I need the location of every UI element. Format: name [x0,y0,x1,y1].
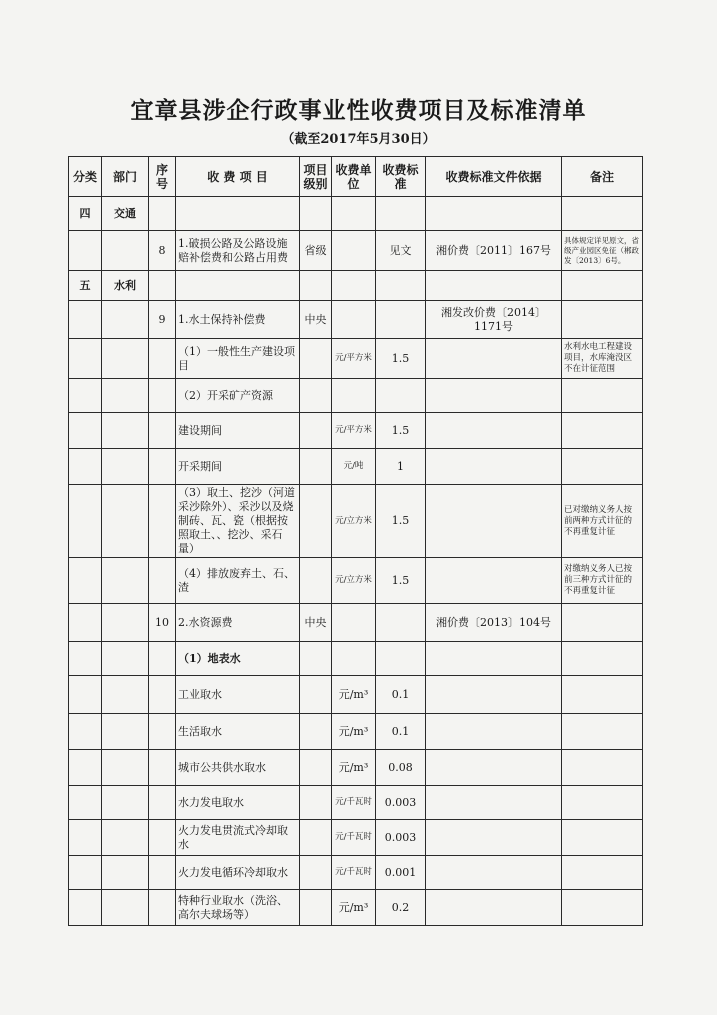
cell-remark: 具体规定详见原文，省级产业园区免征（郴政发〔2013〕6号。 [562,231,643,271]
table-row [69,558,643,604]
cell-standard: 0.003 [376,786,426,820]
cell-level [300,750,332,786]
cell-remark [562,642,643,676]
cell-department [102,714,149,750]
table-row [69,301,643,339]
cell-item: 火力发电循环冷却取水 [176,856,300,890]
cell-item: 特种行业取水（洗浴、高尔夫球场等） [176,890,300,926]
cell-department [102,449,149,485]
header-row [69,157,643,197]
cell-department [102,820,149,856]
cell-category [69,676,102,714]
cell-basis [426,856,562,890]
table-row [69,676,643,714]
cell-unit: 元/千瓦时 [332,856,376,890]
header-department: 部门 [102,157,149,197]
table-row [69,379,643,413]
cell-remark [562,271,643,301]
cell-category [69,890,102,926]
cell-seq [149,642,176,676]
cell-category [69,820,102,856]
cell-item: 建设期间 [176,413,300,449]
cell-basis [426,197,562,231]
cell-category [69,642,102,676]
cell-remark: 对缴纳义务人已按前三种方式计征的不再重复计征 [562,558,643,604]
cell-item: 城市公共供水取水 [176,750,300,786]
cell-remark [562,197,643,231]
cell-level [300,676,332,714]
cell-item: （1）一般性生产建设项目 [176,339,300,379]
cell-item: （3）取土、挖沙（河道采沙除外）、采沙以及烧制砖、瓦、瓷（根据按照取土、、挖沙、采石量） [176,485,300,558]
cell-standard: 见文 [376,231,426,271]
cell-standard: 0.001 [376,856,426,890]
cell-remark [562,820,643,856]
cell-category [69,449,102,485]
cell-basis: 湘价费〔2013〕104号 [426,604,562,642]
cell-seq [149,714,176,750]
table-row [69,856,643,890]
cell-unit: 元/m³ [332,890,376,926]
cell-standard: 1.5 [376,413,426,449]
header-remark: 备注 [562,157,643,197]
cell-unit [332,271,376,301]
cell-category: 四 [69,197,102,231]
cell-seq [149,750,176,786]
cell-seq [149,856,176,890]
cell-category [69,339,102,379]
table-row [69,714,643,750]
cell-basis [426,485,562,558]
cell-remark: 已对缴纳义务人按前两种方式计征的不再重复计征 [562,485,643,558]
cell-department [102,379,149,413]
table-row [69,339,643,379]
cell-item: （1）地表水 [176,642,300,676]
cell-standard: 1.5 [376,485,426,558]
cell-department [102,890,149,926]
cell-standard: 0.08 [376,750,426,786]
header-item: 收 费 项 目 [176,157,300,197]
cell-level [300,485,332,558]
cell-department [102,750,149,786]
cell-remark: 水利水电工程建设项目，水库淹没区不在计征范围 [562,339,643,379]
cell-basis [426,890,562,926]
cell-basis [426,379,562,413]
document-title: 宜章县涉企行政事业性收费项目及标准清单 [130,97,587,124]
cell-item: 1.水土保持补偿费 [176,301,300,339]
cell-remark [562,750,643,786]
table-row [69,485,643,558]
cell-item: 开采期间 [176,449,300,485]
cell-unit: 元/平方米 [332,339,376,379]
cell-level [300,714,332,750]
cell-item [176,271,300,301]
cell-item: 水力发电取水 [176,786,300,820]
cell-unit [332,604,376,642]
cell-remark [562,676,643,714]
cell-basis [426,271,562,301]
cell-department [102,413,149,449]
document-subtitle: （截至2017年5月30日） [281,132,436,147]
cell-standard [376,301,426,339]
cell-item: 工业取水 [176,676,300,714]
cell-level [300,197,332,231]
cell-category [69,485,102,558]
table-row [69,786,643,820]
cell-category [69,786,102,820]
cell-category [69,301,102,339]
cell-seq [149,271,176,301]
cell-standard: 0.1 [376,676,426,714]
cell-remark [562,413,643,449]
cell-category [69,604,102,642]
cell-unit: 元/千瓦时 [332,820,376,856]
cell-basis [426,820,562,856]
cell-department [102,604,149,642]
cell-seq [149,558,176,604]
cell-unit [332,197,376,231]
cell-level [300,413,332,449]
fee-table [68,156,643,926]
cell-category [69,379,102,413]
cell-item: 2.水资源费 [176,604,300,642]
cell-item: 生活取水 [176,714,300,750]
cell-seq [149,485,176,558]
cell-unit: 元/千瓦时 [332,786,376,820]
cell-seq [149,413,176,449]
cell-seq [149,379,176,413]
cell-department: 水利 [102,271,149,301]
cell-basis: 湘发改价费〔2014〕1171号 [426,301,562,339]
cell-department [102,231,149,271]
table-row [69,449,643,485]
table-row [69,820,643,856]
table-row [69,750,643,786]
cell-unit [332,379,376,413]
cell-department [102,676,149,714]
cell-basis: 湘价费〔2011〕167号 [426,231,562,271]
cell-standard: 0.003 [376,820,426,856]
cell-department [102,642,149,676]
cell-remark [562,379,643,413]
table-row [69,413,643,449]
cell-unit: 元/m³ [332,714,376,750]
cell-category [69,714,102,750]
table-row [69,890,643,926]
cell-basis [426,714,562,750]
cell-category: 五 [69,271,102,301]
cell-unit [332,231,376,271]
cell-level [300,339,332,379]
cell-level: 省级 [300,231,332,271]
cell-seq [149,890,176,926]
header-basis: 收费标准文件依据 [426,157,562,197]
table-row [69,271,643,301]
cell-standard: 1.5 [376,339,426,379]
cell-standard [376,604,426,642]
cell-department [102,856,149,890]
cell-seq [149,339,176,379]
cell-item: （4）排放废弃土、石、渣 [176,558,300,604]
header-unit: 收费单位 [332,157,376,197]
header-standard: 收费标准 [376,157,426,197]
cell-unit: 元/立方米 [332,485,376,558]
cell-basis [426,413,562,449]
cell-seq: 9 [149,301,176,339]
cell-category [69,231,102,271]
cell-standard: 1.5 [376,558,426,604]
cell-basis [426,558,562,604]
cell-department [102,301,149,339]
header-level: 项目级别 [300,157,332,197]
cell-basis [426,676,562,714]
cell-remark [562,856,643,890]
cell-unit [332,301,376,339]
cell-seq [149,197,176,231]
cell-unit: 元/吨 [332,449,376,485]
cell-item [176,197,300,231]
cell-level [300,449,332,485]
cell-level [300,786,332,820]
cell-level [300,642,332,676]
cell-basis [426,786,562,820]
cell-standard: 1 [376,449,426,485]
cell-basis [426,642,562,676]
cell-standard: 0.2 [376,890,426,926]
cell-seq: 8 [149,231,176,271]
cell-department [102,786,149,820]
table-row [69,231,643,271]
cell-item: 火力发电贯流式冷却取水 [176,820,300,856]
cell-level [300,379,332,413]
cell-standard [376,197,426,231]
cell-standard [376,642,426,676]
cell-department [102,558,149,604]
cell-category [69,558,102,604]
cell-seq [149,676,176,714]
cell-level: 中央 [300,301,332,339]
cell-basis [426,449,562,485]
cell-seq [149,786,176,820]
cell-remark [562,714,643,750]
cell-level: 中央 [300,604,332,642]
cell-seq [149,449,176,485]
table-row [69,197,643,231]
cell-category [69,413,102,449]
cell-level [300,856,332,890]
cell-standard: 0.1 [376,714,426,750]
cell-remark [562,449,643,485]
cell-unit [332,642,376,676]
header-category: 分类 [69,157,102,197]
cell-department [102,339,149,379]
cell-unit: 元/m³ [332,676,376,714]
cell-remark [562,604,643,642]
cell-remark [562,301,643,339]
cell-level [300,820,332,856]
cell-unit: 元/平方米 [332,413,376,449]
cell-department [102,485,149,558]
cell-basis [426,339,562,379]
cell-standard [376,271,426,301]
cell-unit: 元/立方米 [332,558,376,604]
cell-item: （2）开采矿产资源 [176,379,300,413]
cell-category [69,856,102,890]
cell-remark [562,890,643,926]
cell-department: 交通 [102,197,149,231]
header-seq: 序号 [149,157,176,197]
cell-basis [426,750,562,786]
cell-level [300,558,332,604]
table-row [69,642,643,676]
cell-category [69,750,102,786]
cell-remark [562,786,643,820]
cell-item: 1.破损公路及公路设施赔补偿费和公路占用费 [176,231,300,271]
cell-level [300,271,332,301]
cell-seq [149,820,176,856]
cell-standard [376,379,426,413]
cell-seq: 10 [149,604,176,642]
cell-unit: 元/m³ [332,750,376,786]
table-row [69,604,643,642]
cell-level [300,890,332,926]
